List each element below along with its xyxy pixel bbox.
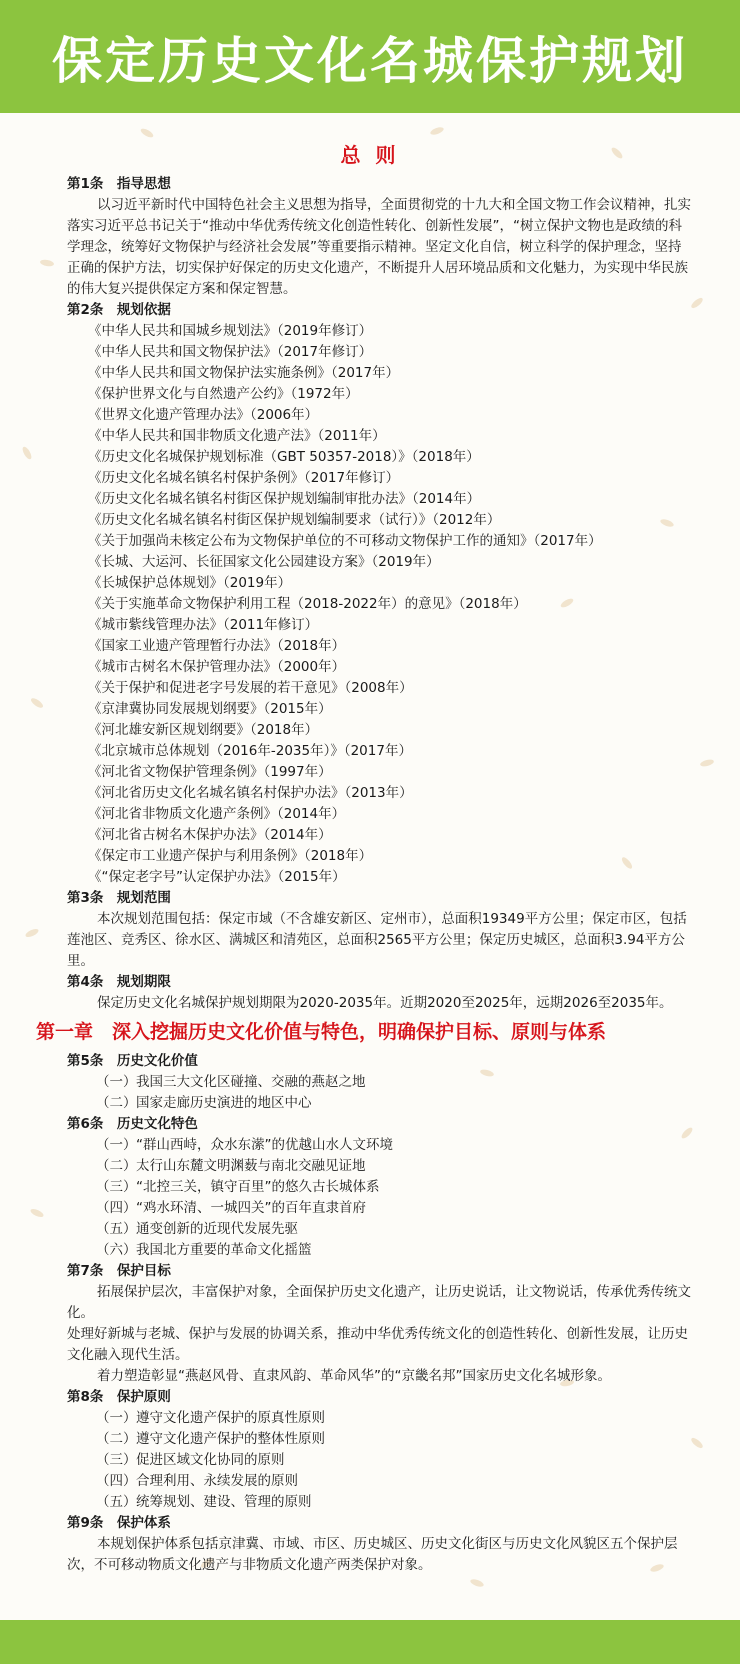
regulation-item: 《关于加强尚未核定公布为文物保护单位的不可移动文物保护工作的通知》（2017年）	[88, 533, 602, 549]
regulation-item: 《河北省非物质文化遗产条例》（2014年）	[88, 806, 346, 822]
list-item: （二）太行山东麓文明渊薮与南北交融见证地	[96, 1158, 366, 1174]
chapter-1-heading: 第一章 深入挖掘历史文化价值与特色，明确保护目标、原则与体系	[36, 1021, 607, 1043]
article-7-heading: 第7条 保护目标	[67, 1263, 171, 1279]
regulation-item: 《国家工业遗产管理暂行办法》（2018年）	[88, 638, 346, 654]
regulation-item: 《长城、大运河、长征国家文化公园建设方案》（2019年）	[88, 554, 440, 570]
regulation-item: 《城市古树名木保护管理办法》（2000年）	[88, 659, 346, 675]
article-2-heading: 第2条 规划依据	[67, 302, 171, 318]
regulation-list	[0, 321, 740, 888]
list-item: （二）国家走廊历史演进的地区中心	[96, 1095, 312, 1111]
regulation-item: 《历史文化名城名镇名村街区保护规划编制审批办法》（2014年）	[88, 491, 481, 507]
list-item: （四）“鸡水环清、一城四关”的百年直隶首府	[96, 1200, 366, 1216]
regulation-item: 《河北雄安新区规划纲要》（2018年）	[88, 722, 319, 738]
regulation-item: 《京津冀协同发展规划纲要》（2015年）	[88, 701, 332, 717]
article-6-heading: 第6条 历史文化特色	[67, 1116, 198, 1132]
article-5-heading: 第5条 历史文化价值	[67, 1053, 198, 1069]
regulation-item: 《历史文化名城保护规划标准（GBT 50357-2018）》（2018年）	[88, 449, 480, 465]
article-8-heading: 第8条 保护原则	[67, 1389, 171, 1405]
regulation-item: 《长城保护总体规划》（2019年）	[88, 575, 292, 591]
general-heading: 总 则	[340, 143, 400, 167]
regulation-item: 《关于实施革命文物保护利用工程（2018-2022年）的意见》（2018年）	[88, 596, 527, 612]
regulation-item: 《历史文化名城名镇名村街区保护规划编制要求（试行）》（2012年）	[88, 512, 501, 528]
regulation-item: 《中华人民共和国非物质文化遗产法》（2011年）	[88, 428, 386, 444]
list-item: （三）促进区域文化协同的原则	[96, 1452, 285, 1468]
title-banner	[0, 0, 740, 113]
list-item: （一）我国三大文化区碰撞、交融的燕赵之地	[96, 1074, 366, 1090]
article-1-text: 以习近平新时代中国特色社会主义思想为指导，全面贯彻党的十九大和全国文物工作会议精神，扎实落实习近平总书记关于“推动中华优秀传统文化创造性转化、创新性发展”，“树立保护文物也是政绩的科学理念，统筹好文物保护与经济社会发展”等重要指示精神。坚定文化自信，树立科学的保护理念，坚持正确的保护方法，切实保护好保定的历史文化遗产，不断提升人居环境品质和文化魅力，为实现中华民族的伟大复兴提供保定方案和保定智慧。	[67, 197, 691, 297]
article-7-text-3: 着力塑造彰显“燕赵风骨、直隶风韵、革命风华”的“京畿名邦”国家历史文化名城形象。	[97, 1368, 611, 1384]
document-body	[0, 140, 740, 1576]
list-item: （一）“群山西峙，众水东潆”的优越山水人文环境	[96, 1137, 393, 1153]
regulation-item: 《河北省古树名木保护办法》（2014年）	[88, 827, 332, 843]
article-1-heading: 第1条 指导思想	[67, 176, 171, 192]
regulation-item: 《河北省历史文化名城名镇名村保护办法》（2013年）	[88, 785, 413, 801]
article-3-heading: 第3条 规划范围	[67, 890, 171, 906]
list-item: （三）“北控三关，镇守百里”的悠久古长城体系	[96, 1179, 380, 1195]
regulation-item: 《中华人民共和国文物保护法实施条例》（2017年）	[88, 365, 400, 381]
list-item: （四）合理利用、永续发展的原则	[96, 1473, 298, 1489]
regulation-item: 《中华人民共和国城乡规划法》（2019年修订）	[88, 323, 373, 339]
article-4-heading: 第4条 规划期限	[67, 974, 171, 990]
footer-bar	[0, 1620, 740, 1664]
list-item: （六）我国北方重要的革命文化摇篮	[96, 1242, 312, 1258]
regulation-item: 《河北省文物保护管理条例》（1997年）	[88, 764, 332, 780]
list-item: （五）通变创新的近现代发展先驱	[96, 1221, 298, 1237]
article-9-heading: 第9条 保护体系	[67, 1515, 171, 1531]
regulation-item: 《保定市工业遗产保护与利用条例》（2018年）	[88, 848, 373, 864]
article-3-text: 本次规划范围包括：保定市域（不含雄安新区、定州市），总面积19349平方公里；保定市区，包括莲池区、竞秀区、徐水区、满城区和清苑区，总面积2565平方公里；保定历史城区，总面积3.94平方公里。	[67, 911, 687, 969]
list-item: （二）遵守文化遗产保护的整体性原则	[96, 1431, 325, 1447]
article-9-text: 本规划保护体系包括京津冀、市域、市区、历史城区、历史文化街区与历史文化风貌区五个保护层次，不可移动物质文化遗产与非物质文化遗产两类保护对象。	[67, 1536, 678, 1573]
regulation-item: 《北京城市总体规划（2016年-2035年）》（2017年）	[88, 743, 412, 759]
article-4-text: 保定历史文化名城保护规划期限为2020-2035年。近期2020至2025年，远期2026至2035年。	[97, 995, 673, 1011]
regulation-item: 《保护世界文化与自然遗产公约》（1972年）	[88, 386, 359, 402]
article-7-text-2: 处理好新城与老城、保护与发展的协调关系，推动中华优秀传统文化的创造性转化、创新性发展，让历史文化融入现代生活。	[67, 1326, 688, 1363]
regulation-item: 《世界文化遗产管理办法》（2006年）	[88, 407, 319, 423]
list-item: （五）统筹规划、建设、管理的原则	[96, 1494, 312, 1510]
regulation-item: 《城市紫线管理办法》（2011年修订）	[88, 617, 319, 633]
page-title: 保定历史文化名城保护规划	[52, 31, 688, 90]
regulation-item: 《历史文化名城名镇名村保护条例》（2017年修订）	[88, 470, 400, 486]
regulation-item: 《“保定老字号”认定保护办法》（2015年）	[88, 869, 346, 885]
list-item: （一）遵守文化遗产保护的原真性原则	[96, 1410, 325, 1426]
article-7-text-1: 拓展保护层次，丰富保护对象，全面保护历史文化遗产，让历史说话，让文物说话，传承优秀传统文化。	[67, 1284, 691, 1321]
regulation-item: 《关于保护和促进老字号发展的若干意见》（2008年）	[88, 680, 413, 696]
regulation-item: 《中华人民共和国文物保护法》（2017年修订）	[88, 344, 373, 360]
